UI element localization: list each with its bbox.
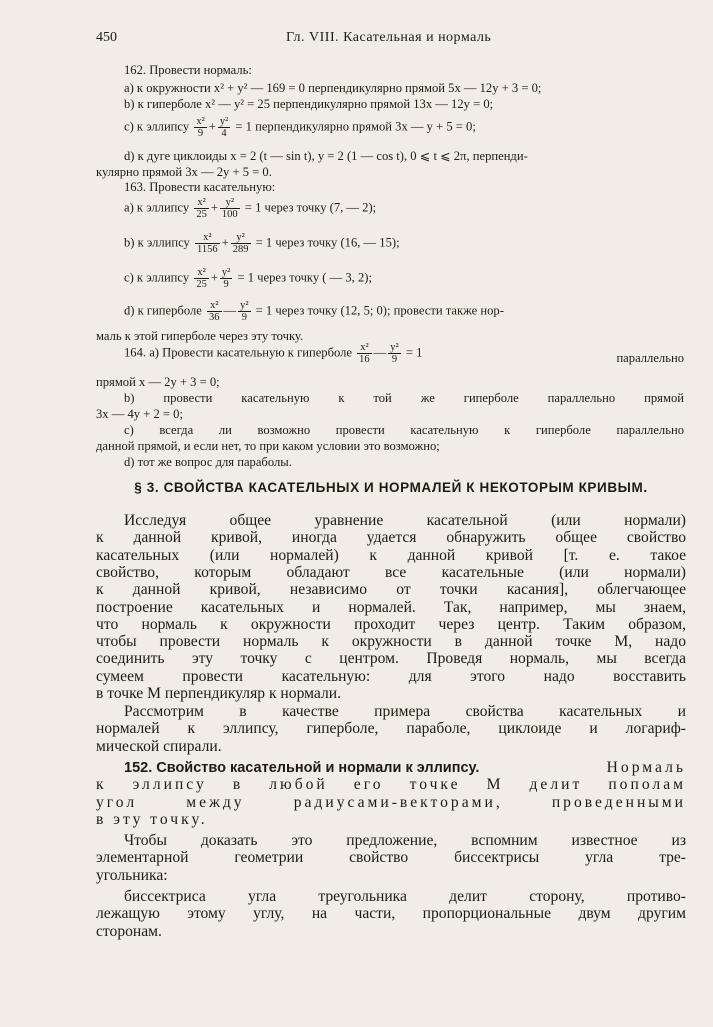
exercise-item: d) к дуге циклоиды x = 2 (t — sin t), y = 2 (1 — cos t), 0 ⩽ t ⩽ 2π, перпенди-	[124, 149, 528, 163]
running-title: Гл. VIII. Касательная и нормаль	[286, 30, 492, 45]
exercise-title: 163. Провести касательную:	[124, 180, 276, 194]
exercise-item-continuation: кулярно прямой 3x — 2y + 5 = 0.	[96, 165, 272, 179]
exercise-item: а) к эллипсу $\frac{\text{x²}}{25}$ + $\frac{\text{y²}}{100}$ = 1 через точку (7, — 2);	[124, 197, 377, 220]
exercise-item: с) всегда ли возможно провести касательную к гиперболе параллельно	[124, 423, 684, 437]
exercise-item: а) к окружности x² + y² — 169 = 0 перпендикулярно прямой 5x — 12y + 3 = 0;	[124, 81, 542, 95]
exercise-item: 164. а) Провести касательную к гиперболе $\frac{\text{x²}}{16}$ — $\frac{\text{y²}}{9}$ = 1 параллельно	[124, 342, 684, 365]
exercise-item: b) к гиперболе x² — y² = 25 перпендикулярно прямой 13x — 12y = 0;	[124, 97, 494, 111]
section-title: § 3. СВОЙСТВА КАСАТЕЛЬНЫХ И НОРМАЛЕЙ К НЕКОТОРЫМ КРИВЫМ.	[134, 480, 648, 495]
exercise-item: b) провести касательную к той же гиперболе параллельно прямой	[124, 391, 684, 405]
exercise-item: d) тот же вопрос для параболы.	[124, 455, 292, 469]
exercise-item: b) к эллипсу $\frac{\text{x²}}{1156}$ + $\frac{\text{y²}}{289}$ = 1 через точку (16, — 15);	[124, 232, 400, 255]
exercise-title: 162. Провести нормаль:	[124, 63, 252, 77]
page-number: 450	[96, 30, 117, 45]
exercise-item-continuation: маль к этой гиперболе через эту точку.	[96, 329, 304, 343]
exercise-item: с) к эллипсу $\frac{\text{x²}}{25}$ + $\frac{\text{y²}}{9}$ = 1 через точку ( — 3, 2);	[124, 267, 372, 290]
exercise-item-continuation: прямой x — 2y + 3 = 0;	[96, 375, 220, 389]
page-header	[96, 30, 677, 50]
book-page: 450 Гл. VIII. Касательная и нормаль 162. Провести нормаль: а) к окружности x² + y² — 169 = 0 перпендикулярно прямой 5x — 12y + 3 = 0; b) к гиперболе x² — y² = 25 перпендикулярно прямой 13x — 12y = 0; с) к эллипсу $\frac{\text{x²}}{9}$ + $\frac{\text{y²}}{4}$ = 1 перпендикулярно прямой 3x — y + 5 = 0; d) к дуге циклоиды x = 2 (t — sin t), y = 2 (1 — cos t), 0 ⩽ t ⩽ 2π, перпенди- кулярно прямой 3x — 2y + 5 = 0. 163. Провести касательную: а) к эллипсу $\frac{\text{x²}}{25}$ + $\frac{\text{y²}}{100}$ = 1 через точку (7, — 2); b) к эллипсу $\frac{\text{x²}}{1156}$ + $\frac{\text{y²}}{289}$ = 1 через точку (16, — 15); с) к эллипсу $\frac{\text{x²}}{25}$ + $\frac{\text{y²}}{9}$ = 1 через точку ( — 3, 2); d) к гиперболе $\frac{\text{x²}}{36}$ — $\frac{\text{y²}}{9}$ = 1 через точку (12, 5; 0); провести также нор- маль к этой гиперболе через эту точку. 164. а) Провести касательную к гиперболе $\frac{\text{x²}}{16}$ — $\frac{\text{y²}}{9}$ = 1 параллельно прямой x — 2y + 3 = 0; b) провести касательную к той же гиперболе параллельно прямой 3x — 4y + 2 = 0; с) всегда ли возможно провести касательную к гиперболе параллельно данной прямой, и если нет, то при каком условии это возможно; d) тот же вопрос для параболы. § 3. СВОЙСТВА КАСАТЕЛЬНЫХ И НОРМАЛЕЙ К НЕКОТОРЫМ КРИВЫМ. Исследуя общее уравнение касательной (или нормали) к данной кривой, иногда удается обнаружить общее свойство касательных (или нормалей) к данной кривой [т. е. такое свойство, которым обладают все касательные (или нормали) к данной кривой, независимо от точки касания], облегчающее построение касательных и нормалей. Так, например, мы знаем, что нормаль к окружности проходит через центр. Таким образом, чтобы провести нормаль к окружности в данной точке M, надо соединить эту точку с центром. Проведя нормаль, мы всегда сумеем провести касательную: для этого надо восставить в точке M перпендикуляр к нормали. Рассмотрим в качестве примера свойства касательных и нормалей к эллипсу, гиперболе, параболе, циклоиде и логариф- мической спирали. 152. Свойство касательной и нормали к эллипсу. Нормаль к эллипсу в любой его точке M делит пополам угол между радиусами-векторами, проведенными в эту точку. Чтобы доказать это предложение, вспомним известное из элементарной геометрии свойство биссектрисы угла тре- угольника: биссектриса угла треугольника делит сторону, противо- лежащую этому углу, на части, пропорциональные двум другим сторонам.	[96, 30, 686, 940]
theorem-heading: 152. Свойство касательной и нормали к эллипсу.	[124, 760, 480, 776]
exercise-item: d) к гиперболе $\frac{\text{x²}}{36}$ — $\frac{\text{y²}}{9}$ = 1 через точку (12, 5; 0); провести также нор-	[124, 300, 504, 323]
exercise-item-continuation: 3x — 4y + 2 = 0;	[96, 407, 183, 421]
exercise-item: с) к эллипсу $\frac{\text{x²}}{9}$ + $\frac{\text{y²}}{4}$ = 1 перпендикулярно прямой 3x — y + 5 = 0;	[124, 116, 476, 139]
exercise-item-continuation: данной прямой, и если нет, то при каком условии это возможно;	[96, 439, 440, 453]
